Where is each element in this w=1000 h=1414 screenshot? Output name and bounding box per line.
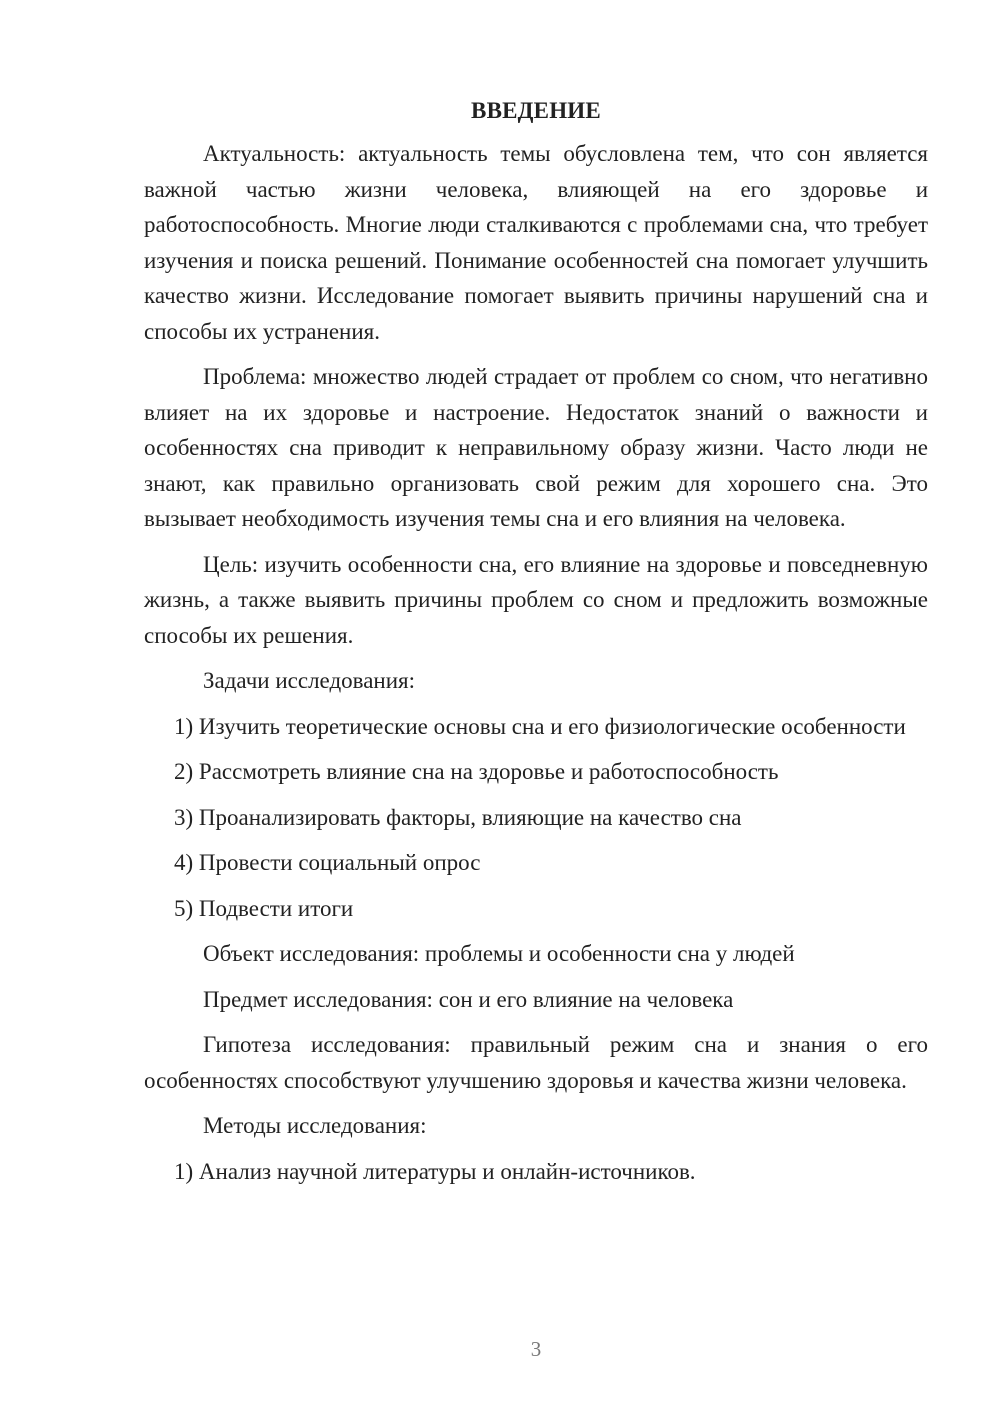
methods-heading: Методы исследования: bbox=[203, 1113, 427, 1138]
section-title: ВВЕДЕНИЕ bbox=[471, 98, 601, 123]
task-item: 2) Рассмотреть влияние сна на здоровье и работоспособность bbox=[174, 759, 779, 784]
task-item: 5) Подвести итоги bbox=[174, 895, 354, 921]
task-item: 3) Проанализировать факторы, влияющие на качество сна bbox=[174, 804, 742, 830]
research-subject: Предмет исследования: сон и его влияние на человека bbox=[203, 986, 734, 1012]
paragraph-goal: Цель: изучить особенности сна, его влияние на здоровье и повседневную жизнь, а также выявить причины проблем со сном и предложить возможные способы их решения. bbox=[144, 551, 928, 648]
research-object: Объект исследования: проблемы и особенности сна у людей bbox=[203, 941, 795, 966]
page-number: 3 bbox=[530, 1337, 542, 1361]
paragraph-problem: Проблема: множество людей страдает от проблем со сном, что негативно влияет на их здоровье и настроение. Недостаток знаний о важности и особенностях сна приводит к неправильному образу жизни. Часто люди не знают, как правильно организовать свой режим для хорошего сна. Это вызывает необходимость изучения темы сна и его влияния на человека. bbox=[144, 364, 928, 531]
tasks-heading: Задачи исследования: bbox=[203, 668, 416, 693]
method-item: 1) Анализ научной литературы и онлайн-источников. bbox=[174, 1158, 696, 1184]
research-hypothesis: Гипотеза исследования: правильный режим сна и знания о его особенностях способствуют улучшению здоровья и качества жизни человека. bbox=[144, 1032, 928, 1093]
page-content bbox=[144, 90, 928, 1199]
task-item: 4) Провести социальный опрос bbox=[174, 850, 481, 875]
paragraph-relevance: Актуальность: актуальность темы обусловлена тем, что сон является важной частью жизни человека, влияющей на его здоровье и работоспособность. Многие люди сталкиваются с проблемами сна, что требует изучения и поиска решений. Понимание особенностей сна помогает улучшить качество жизни. Исследование помогает выявить причины нарушений сна и способы их устранения. bbox=[144, 141, 928, 344]
task-item: 1) Изучить теоретические основы сна и его физиологические особенности bbox=[174, 713, 906, 739]
